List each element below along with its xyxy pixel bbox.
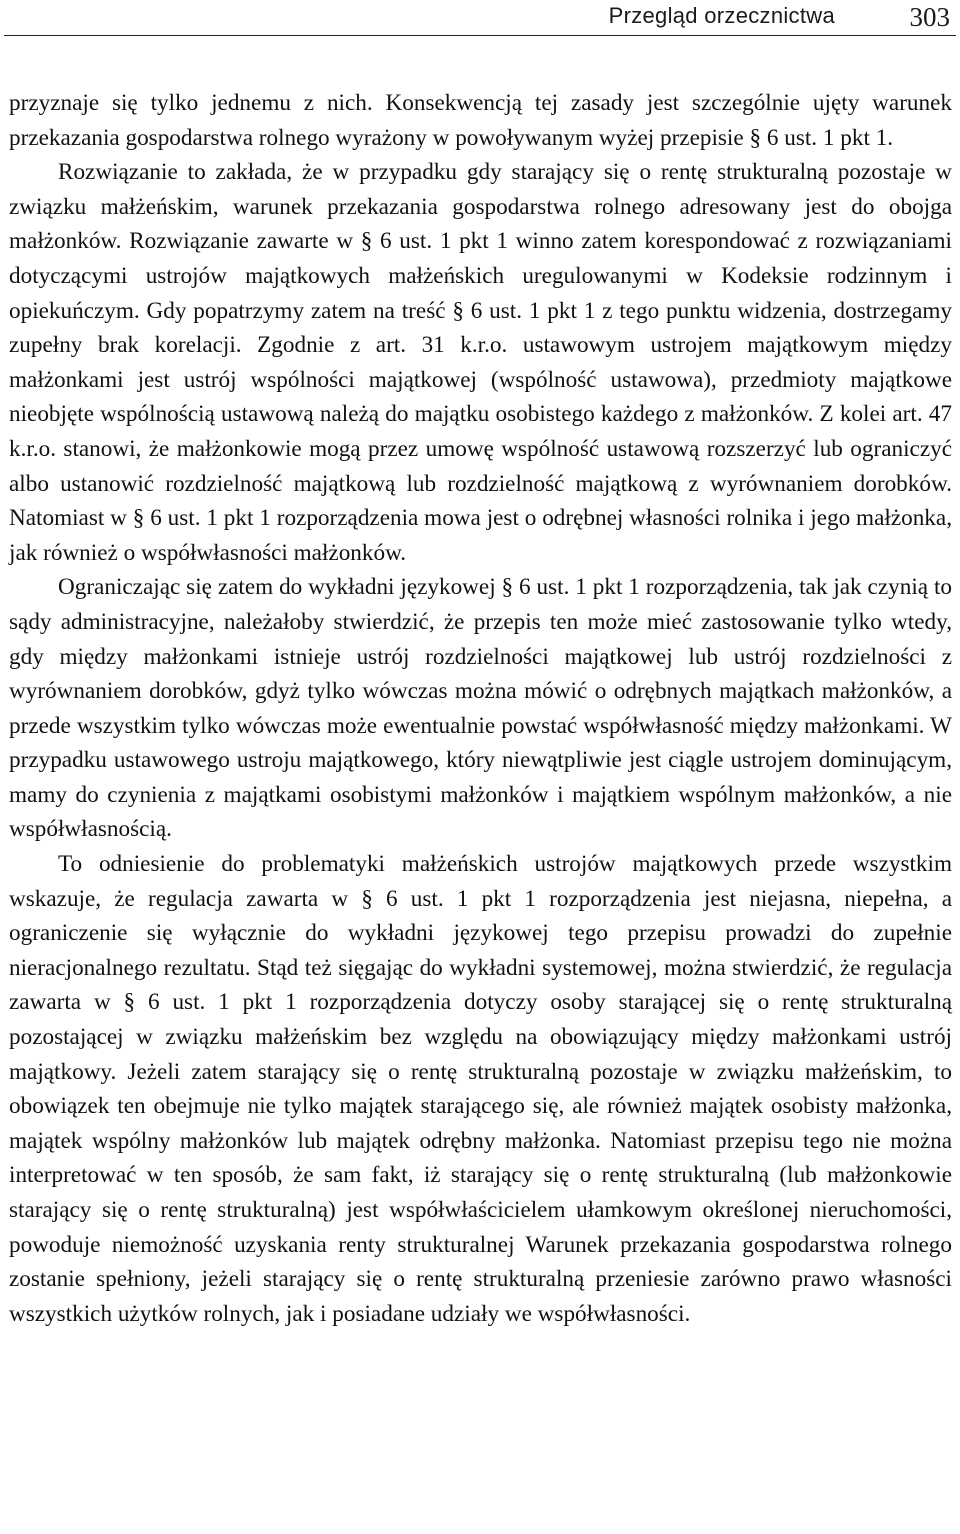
paragraph-continuation: przyznaje się tylko jednemu z nich. Konsekwencją tej zasady jest szczególnie ujęty warunek przekazania gospodarstwa rolnego wyrażony w powoływanym wyżej przepisie § 6 ust. 1 pkt 1. [9,90,952,151]
running-title: Przegląd orzecznictwa [608,3,835,28]
paragraph: To odniesienie do problematyki małżeńskich ustrojów majątkowych przede wszystkim wskazuje, że regulacja zawarta w § 6 ust. 1 pkt 1 rozporządzenia jest niejasna, niepełna, a ograniczenie się wyłącznie do wykładni językowej tego przepisu prowadzi do zupełnie nieracjonalnego rezultatu. Stąd też sięgając do wykładni systemowej, można stwierdzić, że regulacja zawarta w § 6 ust. 1 pkt 1 rozporządzenia dotyczy osoby starającej się o rentę strukturalną pozostającej w związku małżeńskim bez względu na obowiązujący między małżonkami ustrój majątkowy. Jeżeli zatem starający się o rentę strukturalną pozostaje w związku małżeńskim, to obowiązek ten obejmuje nie tylko majątek starającego się, ale również majątek osobisty małżonka, majątek wspólny małżonków lub majątek odrębny małżonka. Natomiast przepisu tego nie można interpretować w ten sposób, że sam fakt, iż starający się o rentę strukturalną (lub małżonkowie starający się o rentę strukturalną) jest współwłaścicielem ułamkowym określonej nieruchomości, powoduje niemożność uzyskania renty strukturalnej Warunek przekazania gospodarstwa rolnego zostanie spełniony, jeżeli starający się o rentę strukturalną przeniesie zarówno prawo własności wszystkich użytków rolnych, jak i posiadane udziały we współwłasności. [9,851,952,1327]
document-body [9,86,952,1331]
header-rule [4,35,956,36]
running-header [0,0,960,38]
paragraph: Ograniczając się zatem do wykładni językowej § 6 ust. 1 pkt 1 rozporządzenia, tak jak czynią to sądy administracyjne, należałoby stwierdzić, że przepis ten może mieć zastosowanie tylko wtedy, gdy między małżonkami istnieje ustrój rozdzielności majątkowej lub ustrój rozdzielności z wyrównaniem dorobków, gdyż tylko wówczas można mówić o odrębnych majątkach małżonków, a przede wszystkim tylko wówczas może ewentualnie powstać współwłasność między małżonkami. W przypadku ustawowego ustroju majątkowego, który niewątpliwie jest ciągle ustrojem dominującym, mamy do czynienia z majątkami osobistymi małżonków i majątkiem wspólnym małżonków, a nie współwłasnością. [9,574,952,843]
paragraph: Rozwiązanie to zakłada, że w przypadku gdy starający się o rentę strukturalną pozostaje w związku małżeńskim, warunek przekazania gospodarstwa rolnego adresowany jest do obojga małżonków. Rozwiązanie zawarte w § 6 ust. 1 pkt 1 winno zatem korespondować z rozwiązaniami dotyczącymi ustrojów majątkowych małżeńskich uregulowanymi w Kodeksie rodzinnym i opiekuńczym. Gdy popatrzymy zatem na treść § 6 ust. 1 pkt 1 z tego punktu widzenia, dostrzegamy zupełny brak korelacji. Zgodnie z art. 31 k.r.o. ustawowym ustrojem majątkowym między małżonkami jest ustrój wspólności majątkowej (wspólność ustawowa), przedmioty majątkowe nieobjęte wspólnością ustawową należą do majątku osobistego każdego z małżonków. Z kolei art. 47 k.r.o. stanowi, że małżonkowie mogą przez umowę wspólność ustawową rozszerzyć lub ograniczyć albo ustanowić rozdzielność majątkową lub rozdzielność majątkową z wyrównaniem dorobków. Natomiast w § 6 ust. 1 pkt 1 rozporządzenia mowa jest o odrębnej własności rolnika i jego małżonka, jak również o współwłasności małżonków. [9,159,952,566]
page-number: 303 [909,2,950,32]
